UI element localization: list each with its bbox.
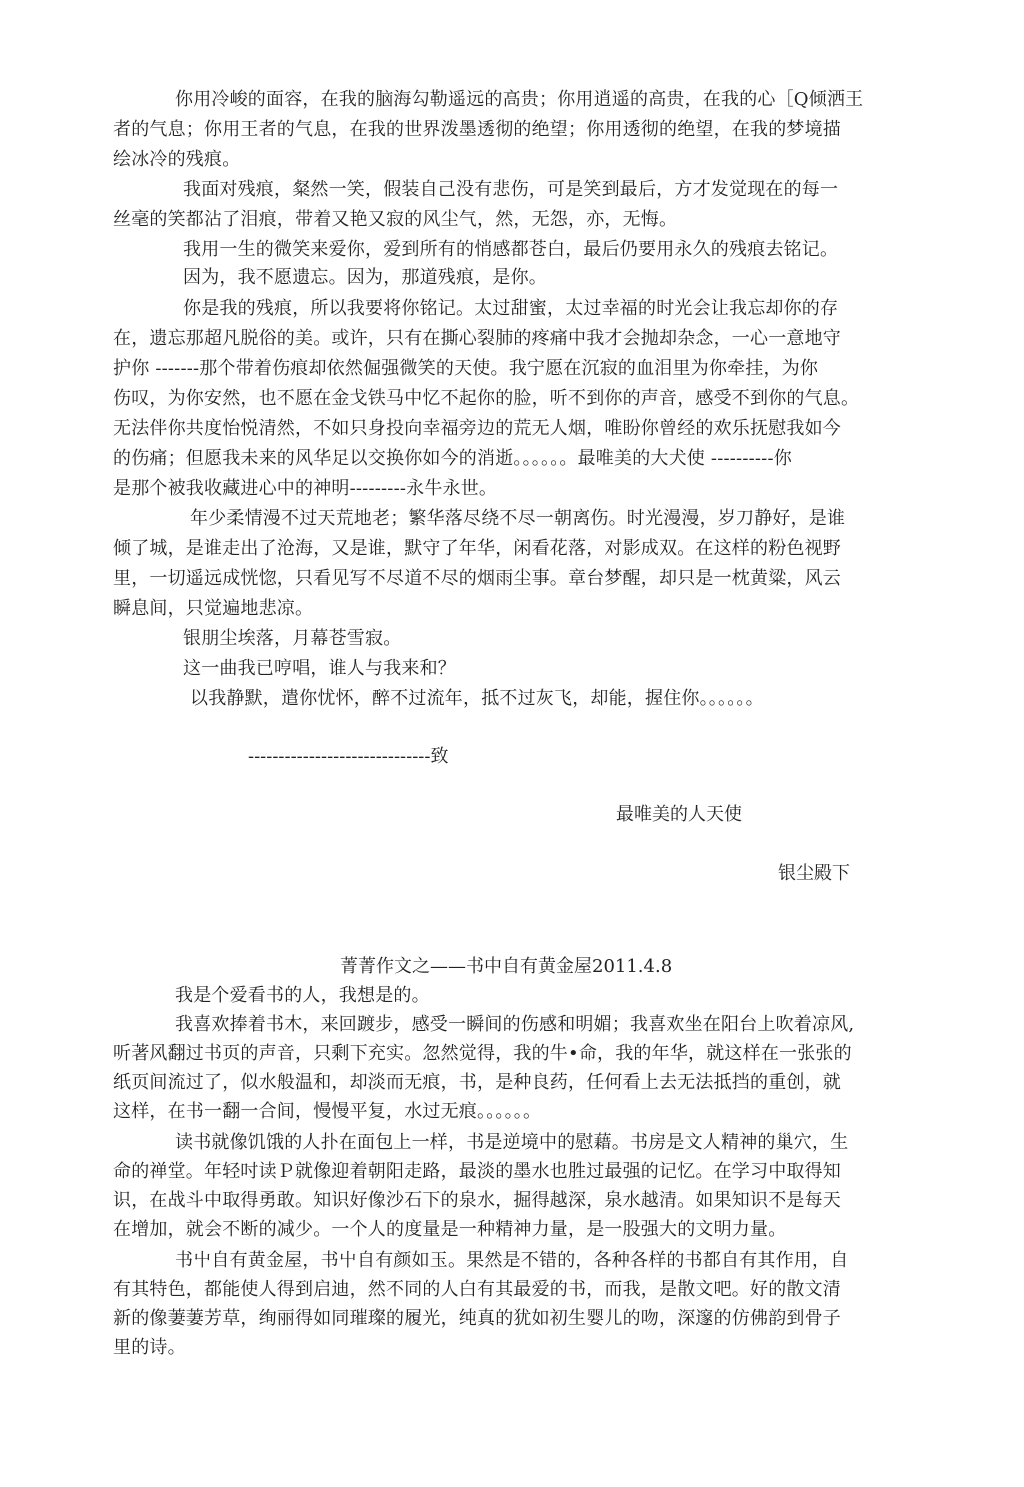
paragraph-line: 年少柔情漫不过天荒地老；繁华落尽绕不尽一朝离伤。时光漫漫，岁刀静好，是谁	[190, 508, 846, 529]
paragraph-line: 倾了城，是谁走出了沧海，又是谁，默守了年华，闲看花落，对影成双。在这样的粉色视野	[113, 538, 841, 559]
paragraph-line: 里的诗。	[113, 1337, 186, 1358]
paragraph-line: 无法伴你共度怡悦清然，不如只身投向幸福旁边的荒无人烟，唯盼你曾经的欢乐抚慰我如今	[113, 418, 841, 439]
paragraph-line: 这一曲我已哼唱，谁人与我来和？	[183, 658, 456, 679]
paragraph-line: 银朋尘埃落，月幕苍雪寂。	[183, 628, 402, 649]
paragraph-line: 听著风翻过书页的声音，只剩下充实。忽然觉得，我的牛•命，我的年华，就这样在一张张的	[113, 1043, 852, 1064]
paragraph-line: 在，遗忘那超凡脱俗的美。或许，只有在撕心裂肺的疼痛中我才会抛却杂念，一心一意地守	[113, 328, 841, 349]
paragraph-line: 纸页间流过了，似水般温和，却淡而无痕，书，是种良药，任何看上去无法抵挡的重创，就	[113, 1072, 841, 1093]
recipient-line: 最唯美的人天使	[616, 804, 742, 825]
paragraph-line: 在增加，就会不断的减少。一个人的度量是一种精神力量，是一股强大的文明力量。	[113, 1219, 787, 1240]
paragraph-line: 我喜欢捧着书木，来回踱步，感受一瞬间的伤感和明媚；我喜欢坐在阳台上吹着凉风,	[175, 1014, 855, 1035]
signature-line: 银尘殿下	[778, 863, 850, 884]
paragraph-line: 读书就像饥饿的人扑在面包上一样，书是逆境中的慰藉。书房是文人精神的巢穴，生	[175, 1132, 849, 1153]
paragraph-line: 识，在战斗中取得勇敢。知识好像沙石下的泉水，掘得越深，泉水越清。如果知识不是每天	[113, 1190, 841, 1211]
paragraph-line: 绘冰冷的残痕。	[113, 149, 241, 170]
paragraph-line: 你是我的残痕，所以我要将你铭记。太过甜蜜，太过幸福的时光会让我忘却你的存	[183, 298, 839, 319]
paragraph-line: 书屮自有黄金屋，书屮自有颜如玉。果然是不错的，各种各样的书都自有其作用，自	[175, 1250, 849, 1271]
paragraph-line: 命的禅堂。年轻吋读Ｐ就像迎着朝阳走路，最淡的墨水也胜过最强的记忆。在学习中取得知	[113, 1161, 841, 1182]
paragraph-line: 因为，我不愿遗忘。因为，那道残痕，是你。	[183, 267, 547, 288]
paragraph-line: 护你 -------那个带着伤痕却依然倔强微笑的天使。我宁愿在沉寂的血泪里为你牵挂，为你	[113, 358, 819, 379]
dedication-line: ------------------------------致	[248, 746, 449, 767]
paragraph-line: 以我静默，遣你忧怀，醉不过流年，抵不过灰飞，却能，握住你。。。。。。	[190, 688, 764, 709]
paragraph-line: 丝毫的笑都沾了泪痕，带着又艳又寂的风尘气，然，无怨，亦，无悔。	[113, 209, 678, 230]
paragraph-line: 这样，在书一翻一合间，慢慢平复，水过无痕。。。。。。	[113, 1101, 542, 1122]
paragraph-line: 新的像萋萋芳草，绚丽得如同璀璨的履光，纯真的犹如初生婴儿的吻，深邃的仿佛韵到骨子	[113, 1308, 841, 1329]
paragraph-line: 我面对残痕，粲然一笑，假装自己没有悲伤，可是笑到最后，方才发觉现在的每一	[183, 179, 839, 200]
paragraph-line: 伤叹，为你安然，也不愿在金戈铁马中忆不起你的脸，听不到你的声音，感受不到你的气息。	[113, 388, 860, 409]
paragraph-line: 瞬息间，只觉遍地悲凉。	[113, 598, 314, 619]
essay-title: 菁菁作文之——书中自有黄金屋2011.4.8	[340, 956, 673, 977]
paragraph-line: 我用一生的微笑来爱你，爱到所有的悄感都苍白，最后仍要用永久的残痕去铭记。	[183, 239, 839, 260]
paragraph-line: 有其特色，都能使人得到启迪，然不同的人白有其最爱的书，而我，是散文吧。好的散文清	[113, 1279, 841, 1300]
paragraph-line: 的伤痛；但愿我未来的风华足以交换你如今的消逝。。。。。。最唯美的大犬使 ----------你	[113, 448, 792, 469]
paragraph-line: 我是个爱看书的人，我想是的。	[175, 985, 430, 1006]
paragraph-line: 者的气息；你用王者的气息，在我的世界泼墨透彻的绝望；你用透彻的绝望，在我的梦境描	[113, 119, 841, 140]
paragraph-line: 你用冷峻的面容，在我的脑海勾勒遥远的高贵；你用逍遥的高贵，在我的心［Q倾洒王	[175, 89, 864, 110]
paragraph-line: 是那个被我收藏进心中的神明---------永牛永世。	[113, 478, 498, 499]
paragraph-line: 里，一切遥远成恍惚，只看见写不尽道不尽的烟雨尘事。章台梦醒，却只是一枕黄粱，风云	[113, 568, 841, 589]
